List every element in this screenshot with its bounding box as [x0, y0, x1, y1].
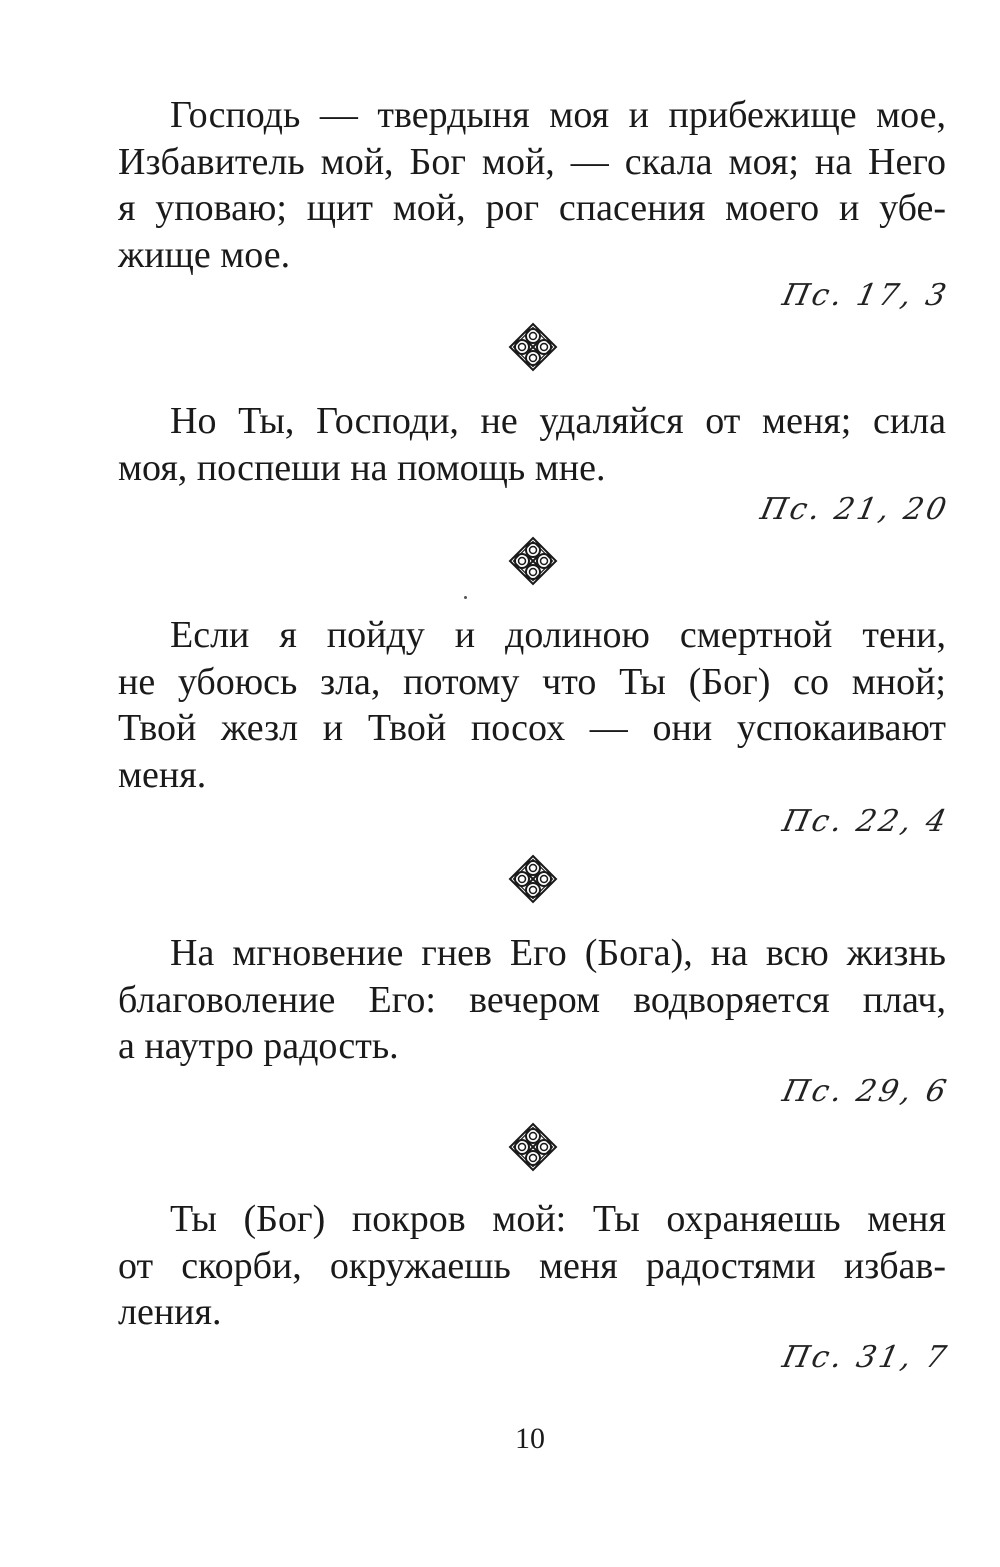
verse-line: благоволение Его: вечером водворяется плач, — [118, 978, 946, 1021]
verse-line: Господь — твердыня моя и прибежище мое, — [170, 94, 946, 136]
verse-line: На мгновение гнев Его (Бога), на всю жизнь — [170, 932, 946, 974]
celtic-knot-ornament-icon — [508, 322, 558, 372]
verse-line: меня. — [118, 753, 207, 796]
verse-text-1 — [118, 92, 946, 278]
verse-line: ления. — [118, 1291, 222, 1333]
psalm-reference-2: Пс. 21, 20 — [756, 492, 952, 527]
verse-line: а наутро радость. — [118, 1025, 399, 1067]
verse-line: Ты (Бог) покров мой: Ты охраняешь меня — [170, 1198, 946, 1240]
verse-line: жище мое. — [118, 233, 291, 276]
verse-text-5 — [118, 1196, 946, 1336]
verse-line: от скорби, окружаешь меня радостями избав- — [118, 1244, 946, 1287]
verse-text-3 — [118, 612, 946, 798]
print-speck — [464, 596, 467, 599]
verse-text-4 — [118, 930, 946, 1070]
psalm-reference-1: Пс. 17, 3 — [778, 278, 952, 313]
verse-line: Если я пойду и долиною смертной тени, — [170, 614, 946, 656]
verse-line: Избавитель мой, Бог мой, — скала моя; на Него — [118, 140, 946, 183]
verse-line: Твой жезл и Твой посох — они успокаивают — [118, 707, 946, 749]
celtic-knot-ornament-icon — [508, 1122, 558, 1172]
verse-line: моя, поспеши на помощь мне. — [118, 446, 606, 489]
psalm-reference-5: Пс. 31, 7 — [778, 1340, 952, 1375]
verse-text-2 — [118, 398, 946, 491]
psalm-reference-3: Пс. 22, 4 — [778, 804, 952, 839]
verse-line: не убоюсь зла, потому что Ты (Бог) со мной; — [118, 660, 946, 703]
psalm-reference-4: Пс. 29, 6 — [778, 1074, 952, 1109]
verse-line: Но Ты, Господи, не удаляйся от меня; сила — [170, 400, 946, 442]
verse-line: я уповаю; щит мой, рог спасения моего и убе- — [118, 187, 946, 229]
celtic-knot-ornament-icon — [508, 854, 558, 904]
celtic-knot-ornament-icon — [508, 536, 558, 586]
page-number: 10 — [515, 1422, 545, 1455]
